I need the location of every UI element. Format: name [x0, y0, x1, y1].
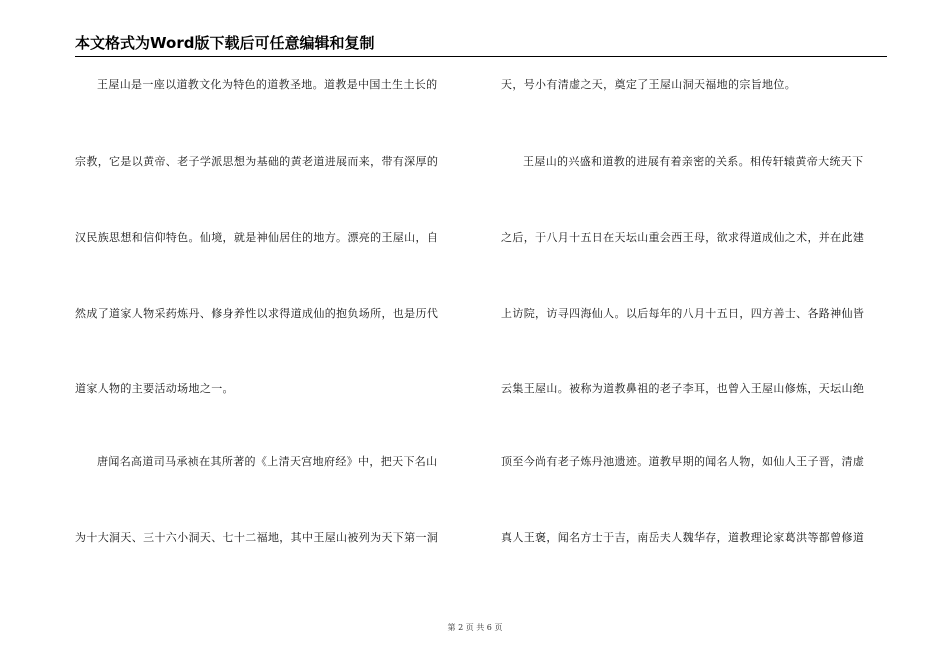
paragraph-line: 之后，于八月十五日在天坛山重会西王母，欲求得道成仙之术，并在此建	[501, 231, 865, 244]
paragraph-line: 上访院，访寻四海仙人。以后每年的八月十五日，四方善士、各路神仙皆	[501, 307, 865, 320]
paragraph-line: 王屋山的兴盛和道教的进展有着亲密的关系。相传轩辕黄帝大统天下	[523, 155, 864, 168]
paragraph-line: 唐闻名高道司马承祯在其所著的《上清天宫地府经》中，把天下名山	[97, 455, 438, 468]
paragraph-line: 天，号小有清虚之天，奠定了王屋山洞天福地的宗旨地位。	[501, 78, 797, 91]
paragraph-line: 王屋山是一座以道教文化为特色的道教圣地。道教是中国土生土长的	[97, 78, 438, 91]
page-number: 第 2 页 共 6 页	[447, 623, 503, 632]
paragraph-line: 道家人物的主要活动场地之一。	[75, 382, 234, 395]
paragraph-line: 然成了道家人物采药炼丹、修身养性以求得道成仙的抱负场所，也是历代	[75, 307, 439, 320]
document-header	[75, 34, 887, 57]
header-title: 本文格式为Word版下载后可任意编辑和复制	[75, 34, 375, 52]
paragraph-line: 真人王褒，闻名方士于吉，南岳夫人魏华存，道教理论家葛洪等都曾修道	[501, 531, 865, 544]
paragraph-line: 顶至今尚有老子炼丹池遗迹。道教早期的闻名人物，如仙人王子晋，清虚	[501, 455, 865, 468]
paragraph-line: 宗教，它是以黄帝、老子学派思想为基础的黄老道进展而来，带有深厚的	[75, 155, 439, 168]
paragraph-line: 汉民族思想和信仰特色。仙境，就是神仙居住的地方。漂亮的王屋山，自	[75, 231, 439, 244]
paragraph-line: 云集王屋山。被称为道教鼻祖的老子李耳，也曾入王屋山修炼，天坛山绝	[501, 382, 865, 395]
paragraph-line: 为十大洞天、三十六小洞天、七十二福地，其中王屋山被列为天下第一洞	[75, 531, 439, 544]
